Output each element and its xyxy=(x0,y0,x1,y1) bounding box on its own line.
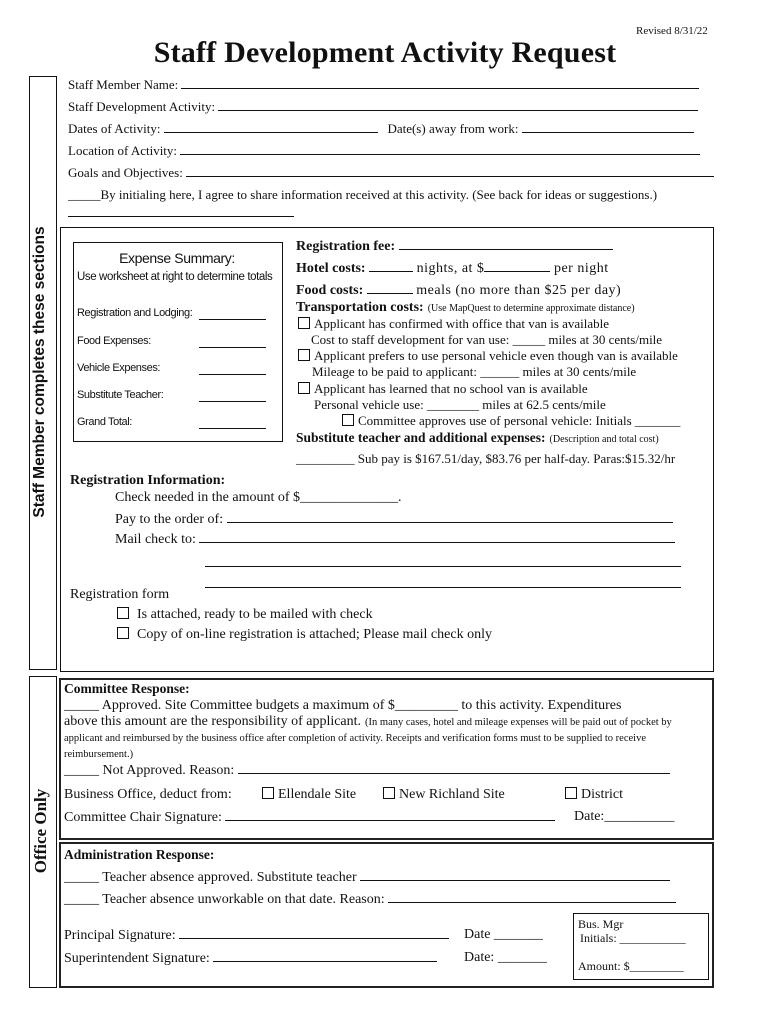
committee-approved-line[interactable]: _____ Approved. Site Committee budgets a maximum of $_________ to this activity. Expenditures xyxy=(64,698,622,713)
registration-heading: Registration Information: xyxy=(70,473,226,488)
form-attached-checkbox[interactable] xyxy=(117,607,129,619)
principal-signature-label: Principal Signature: xyxy=(64,928,176,943)
bus-mgr-label: Bus. Mgr xyxy=(578,917,624,931)
mail-to-line-2[interactable] xyxy=(205,566,681,567)
food-costs-text: meals (no more than $25 per day) xyxy=(416,283,622,298)
superintendent-signature-label: Superintendent Signature: xyxy=(64,951,210,966)
substitute-expenses-note: (Description and total cost) xyxy=(549,434,659,445)
member-name-field[interactable] xyxy=(68,77,699,93)
dates-field[interactable] xyxy=(68,121,694,137)
mail-to-line-3[interactable] xyxy=(205,587,681,588)
hotel-per-night: per night xyxy=(553,261,609,276)
expense-row xyxy=(77,362,160,374)
form-attached-option[interactable] xyxy=(117,607,373,623)
food-costs-label: Food costs: xyxy=(296,283,364,298)
food-expenses-label: Food Expenses: xyxy=(77,335,151,347)
absence-approved-label: _____ Teacher absence approved. Substitute teacher xyxy=(64,870,357,885)
ellendale-checkbox[interactable] xyxy=(262,787,274,799)
form-attached-text: Is attached, ready to be mailed with check xyxy=(137,607,373,622)
food-costs-field[interactable] xyxy=(296,282,621,299)
chair-date-field[interactable]: Date:__________ xyxy=(574,809,675,824)
ellendale-text: Ellendale Site xyxy=(278,787,357,802)
hotel-costs-label: Hotel costs: xyxy=(296,261,366,276)
office-side-label: Office Only xyxy=(31,788,50,874)
online-copy-option[interactable] xyxy=(117,627,492,643)
van-cost-line[interactable]: Cost to staff development for van use: _____ miles at 30 cents/mile xyxy=(311,332,663,347)
district-option[interactable] xyxy=(565,787,623,803)
chair-signature-field[interactable] xyxy=(64,809,555,826)
absence-unworkable-field[interactable] xyxy=(64,891,676,908)
no-van-option[interactable] xyxy=(298,381,588,397)
substitute-teacher-blank[interactable] xyxy=(199,401,266,402)
bus-mgr-amount[interactable]: Amount: $_________ xyxy=(578,959,684,973)
committee-note: (In many cases, hotel and mileage expenses will be paid out of pocket by applicant and reimbursed by the business office after completion of activity. Receipts and verification forms must to be supplied to receive reimbursement.) xyxy=(64,717,672,760)
mail-to-field[interactable] xyxy=(115,531,675,548)
registration-fee-field[interactable] xyxy=(296,238,613,255)
committee-above-line: above this amount are the responsibility of applicant. xyxy=(64,714,362,729)
transportation-label: Transportation costs: xyxy=(296,300,424,315)
committee-heading: Committee Response: xyxy=(64,681,190,696)
committee-approves-option[interactable] xyxy=(342,413,680,429)
personal-vehicle-checkbox[interactable] xyxy=(298,349,310,361)
check-amount-line[interactable]: Check needed in the amount of $______________. xyxy=(115,490,402,505)
principal-date-field[interactable]: Date _______ xyxy=(464,927,543,942)
bus-mgr-initials[interactable]: Initials: ___________ xyxy=(580,931,686,945)
activity-label: Staff Development Activity: xyxy=(68,99,216,114)
ellendale-option[interactable] xyxy=(262,787,356,803)
hotel-costs-field[interactable] xyxy=(296,260,609,277)
initial-agreement[interactable] xyxy=(68,187,657,203)
revised-date: Revised 8/31/22 xyxy=(636,25,708,37)
transportation-costs xyxy=(296,298,635,316)
absence-approved-field[interactable] xyxy=(64,869,670,886)
transportation-note: (Use MapQuest to determine approximate distance) xyxy=(427,303,635,314)
days-away-label: Date(s) away from work: xyxy=(387,121,519,136)
new-richland-option[interactable] xyxy=(383,787,505,803)
hotel-costs-text: nights, at $ xyxy=(416,261,485,276)
location-field[interactable] xyxy=(68,143,700,159)
goals-extra-line[interactable] xyxy=(68,216,294,217)
registration-lodging-blank[interactable] xyxy=(199,319,266,320)
no-van-checkbox[interactable] xyxy=(298,382,310,394)
expense-summary-title: Expense Summary: xyxy=(119,250,235,266)
expense-row xyxy=(77,416,132,428)
goals-label: Goals and Objectives: xyxy=(68,165,183,180)
grand-total-blank[interactable] xyxy=(199,428,266,429)
dates-label: Dates of Activity: xyxy=(68,121,161,136)
absence-unworkable-label: _____ Teacher absence unworkable on that date. Reason: xyxy=(64,892,385,907)
van-available-option[interactable] xyxy=(298,316,609,332)
online-copy-checkbox[interactable] xyxy=(117,627,129,639)
chair-signature-label: Committee Chair Signature: xyxy=(64,810,222,825)
business-office-label: Business Office, deduct from: xyxy=(64,787,232,802)
committee-approves-text: Committee approves use of personal vehicle: Initials _______ xyxy=(358,413,681,428)
online-copy-text: Copy of on-line registration is attached; Please mail check only xyxy=(137,627,492,642)
registration-lodging-label: Registration and Lodging: xyxy=(77,307,193,319)
new-richland-text: New Richland Site xyxy=(399,787,505,802)
committee-note-block xyxy=(64,714,710,762)
location-label: Location of Activity: xyxy=(68,143,178,158)
staff-side-label: Staff Member completes these sections xyxy=(31,226,48,518)
mail-to-label: Mail check to: xyxy=(115,532,196,547)
expense-row xyxy=(77,335,151,347)
substitute-expenses xyxy=(296,429,659,447)
superintendent-signature-field[interactable] xyxy=(64,950,437,967)
personal-vehicle-option[interactable] xyxy=(298,348,678,364)
sub-pay-line[interactable]: _________ Sub pay is $167.51/day, $83.76 per half-day. Paras:$15.32/hr xyxy=(296,451,676,466)
district-checkbox[interactable] xyxy=(565,787,577,799)
substitute-teacher-label: Substitute Teacher: xyxy=(77,389,164,401)
pay-to-field[interactable] xyxy=(115,511,673,528)
personal-use-line[interactable]: Personal vehicle use: ________ miles at 62.5 cents/mile xyxy=(314,397,606,412)
activity-field[interactable] xyxy=(68,99,698,115)
mileage-line[interactable]: Mileage to be paid to applicant: ______ miles at 30 cents/mile xyxy=(312,364,637,379)
van-available-text: Applicant has confirmed with office that van is available xyxy=(314,316,610,331)
district-text: District xyxy=(581,787,623,802)
new-richland-checkbox[interactable] xyxy=(383,787,395,799)
personal-vehicle-text: Applicant prefers to use personal vehicle even though van is available xyxy=(314,348,678,363)
registration-form-label: Registration form xyxy=(70,587,170,602)
expense-row xyxy=(77,389,163,401)
superintendent-date-field[interactable]: Date: _______ xyxy=(464,950,547,965)
pay-to-label: Pay to the order of: xyxy=(115,512,224,527)
committee-approves-checkbox[interactable] xyxy=(342,414,354,426)
initial-blank[interactable]: _____ xyxy=(68,187,101,202)
substitute-expenses-label: Substitute teacher and additional expenses: xyxy=(296,430,546,445)
principal-signature-field[interactable] xyxy=(64,927,449,944)
registration-fee-label: Registration fee: xyxy=(296,239,396,254)
page-title: Staff Development Activity Request xyxy=(153,36,617,69)
not-approved-label: _____ Not Approved. Reason: xyxy=(64,763,235,778)
no-van-text: Applicant has learned that no school van is available xyxy=(314,381,588,396)
expense-row xyxy=(77,307,192,319)
member-name-label: Staff Member Name: xyxy=(68,77,179,92)
vehicle-expenses-label: Vehicle Expenses: xyxy=(77,362,161,374)
food-expenses-blank[interactable] xyxy=(199,347,266,348)
grand-total-label: Grand Total: xyxy=(77,416,132,428)
vehicle-expenses-blank[interactable] xyxy=(199,374,266,375)
administration-heading: Administration Response: xyxy=(64,847,215,862)
initial-agreement-text: By initialing here, I agree to share information received at this activity. (See back for ideas or suggestions.) xyxy=(100,187,658,202)
van-available-checkbox[interactable] xyxy=(298,317,310,329)
expense-summary-subtitle: Use worksheet at right to determine totals xyxy=(77,271,273,283)
not-approved-field[interactable] xyxy=(64,762,670,779)
goals-field[interactable] xyxy=(68,165,714,181)
